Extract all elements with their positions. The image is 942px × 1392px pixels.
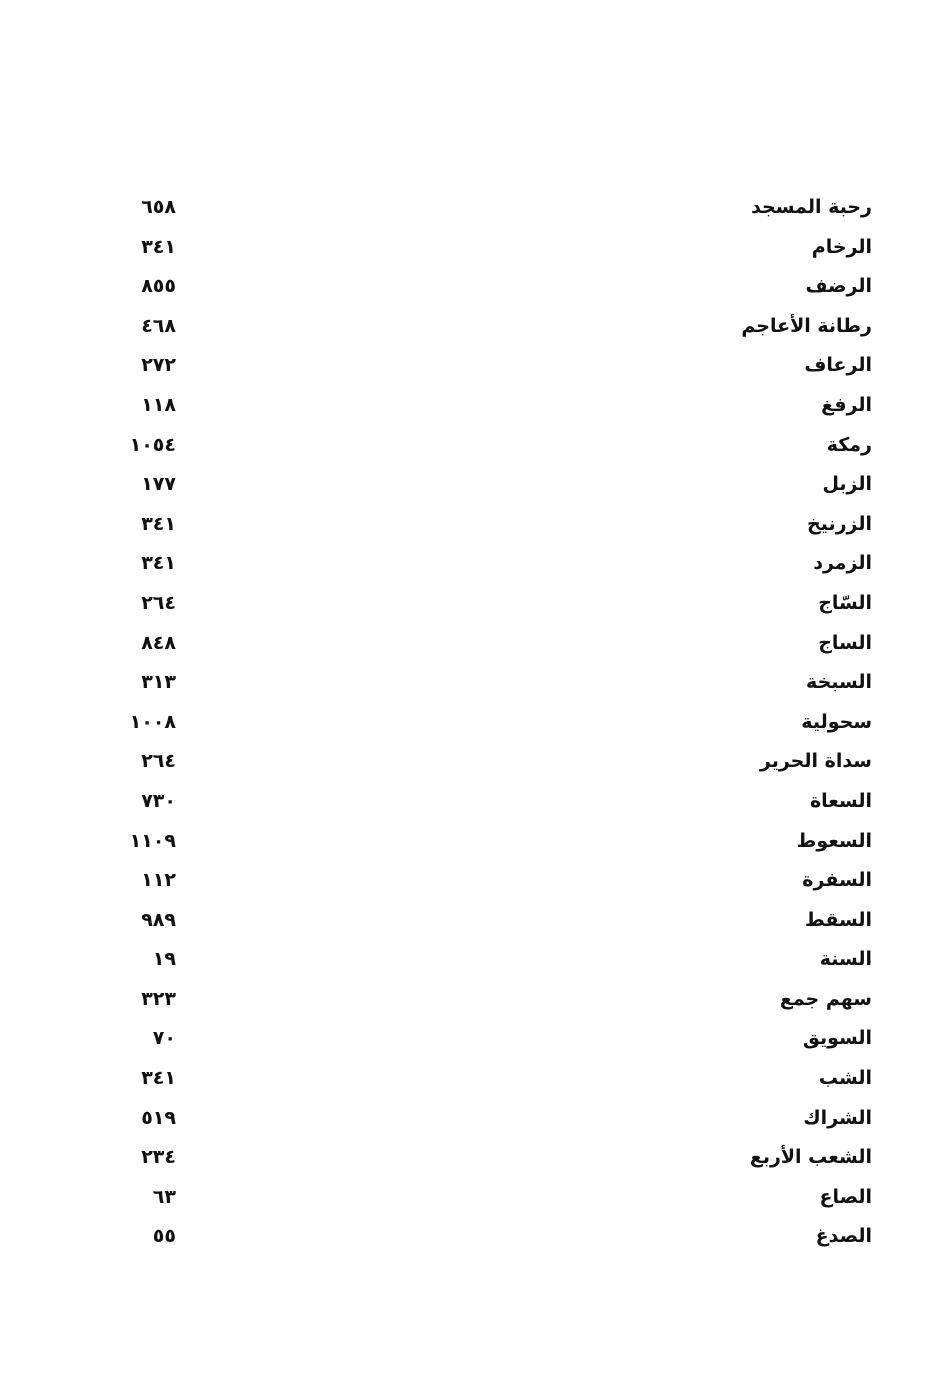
page-number: ١٠٠٨ (129, 710, 176, 733)
page-number: ١٩ (152, 948, 176, 971)
page-number: ١١٢ (141, 869, 176, 892)
index-term: رحبة المسجد (751, 196, 872, 218)
index-entry (0, 190, 942, 230)
page-number: ٢٦٤ (141, 591, 176, 614)
index-entry (0, 1101, 942, 1141)
index-entry (0, 428, 942, 468)
index-entry (0, 230, 942, 270)
page-number: ٣٢٣ (141, 987, 176, 1010)
page-number: ٢٦٤ (141, 750, 176, 773)
page-number: ١١٠٩ (129, 829, 176, 852)
index-term: الشب (818, 1067, 872, 1090)
index-term: الرعاف (804, 354, 872, 377)
index-term: الشراك (803, 1106, 872, 1129)
index-entry (0, 1219, 942, 1259)
index-entry (0, 665, 942, 705)
index-entry (0, 546, 942, 586)
index-entry (0, 863, 942, 903)
index-term: السنة (819, 948, 872, 971)
index-entry (0, 942, 942, 982)
index-entry (0, 1061, 942, 1101)
index-term: سحولية (801, 710, 872, 733)
index-term: الساج (818, 631, 872, 654)
index-entry (0, 269, 942, 309)
page-number: ٣٤١ (141, 1067, 176, 1090)
page-number: ٩٨٩ (141, 908, 176, 931)
index-term: رطانة الأعاجم (741, 314, 872, 337)
index-entry (0, 1140, 942, 1180)
index-entry (0, 1180, 942, 1220)
index-entry (0, 1021, 942, 1061)
page-number: ٢٣٤ (141, 1146, 176, 1169)
page-number: ٣١٣ (141, 671, 176, 694)
page-number: ٨٤٨ (141, 631, 176, 654)
index-term: الشعب الأربع (749, 1146, 872, 1169)
index-term: السعوط (796, 829, 872, 852)
index-term: رمكة (826, 433, 872, 456)
index-term: السويق (802, 1027, 872, 1050)
page-number: ٧٣٠ (141, 789, 176, 812)
index-term: الصاع (819, 1185, 872, 1208)
index-entry (0, 824, 942, 864)
index-entry (0, 626, 942, 666)
index-entry (0, 467, 942, 507)
index-entry (0, 903, 942, 943)
page-number: ٢٧٢ (141, 354, 176, 377)
index-entry (0, 705, 942, 745)
index-term: سداة الحرير (759, 750, 872, 773)
index-term: السّاج (818, 591, 872, 614)
index-term: الصدغ (815, 1225, 872, 1248)
index-entry (0, 348, 942, 388)
page-number: ٨٥٥ (141, 275, 176, 298)
page-number: ٦٥٨ (141, 196, 176, 218)
page-number: ١٠٥٤ (129, 433, 176, 456)
index-term: سهم جمع (779, 987, 872, 1010)
index-term: الرخام (811, 235, 872, 258)
index-entry (0, 586, 942, 626)
index-list (0, 190, 942, 1259)
index-entry (0, 784, 942, 824)
page-number: ٥١٩ (141, 1106, 176, 1129)
index-term: الرضف (805, 275, 872, 298)
page-number: ١١٨ (141, 393, 176, 416)
index-entry (0, 744, 942, 784)
index-term: الزبل (822, 473, 872, 496)
page-number: ٧٠ (152, 1027, 176, 1050)
page-number: ٤٦٨ (141, 314, 176, 337)
index-term: السعاة (809, 789, 872, 812)
index-term: السبخة (806, 671, 872, 694)
index-term: السقط (804, 908, 872, 931)
page-number: ٣٤١ (141, 512, 176, 535)
page-number: ٣٤١ (141, 552, 176, 575)
index-entry (0, 388, 942, 428)
index-entry (0, 507, 942, 547)
index-entry (0, 982, 942, 1022)
index-term: الزمرد (813, 552, 872, 575)
index-term: السفرة (802, 869, 872, 892)
index-entry (0, 309, 942, 349)
index-term: الزرنيخ (807, 512, 872, 535)
page-number: ٦٣ (152, 1185, 176, 1208)
page-number: ٥٥ (152, 1225, 176, 1248)
page-number: ٣٤١ (141, 235, 176, 258)
page-number: ١٧٧ (141, 473, 176, 496)
index-term: الرفغ (821, 393, 872, 416)
